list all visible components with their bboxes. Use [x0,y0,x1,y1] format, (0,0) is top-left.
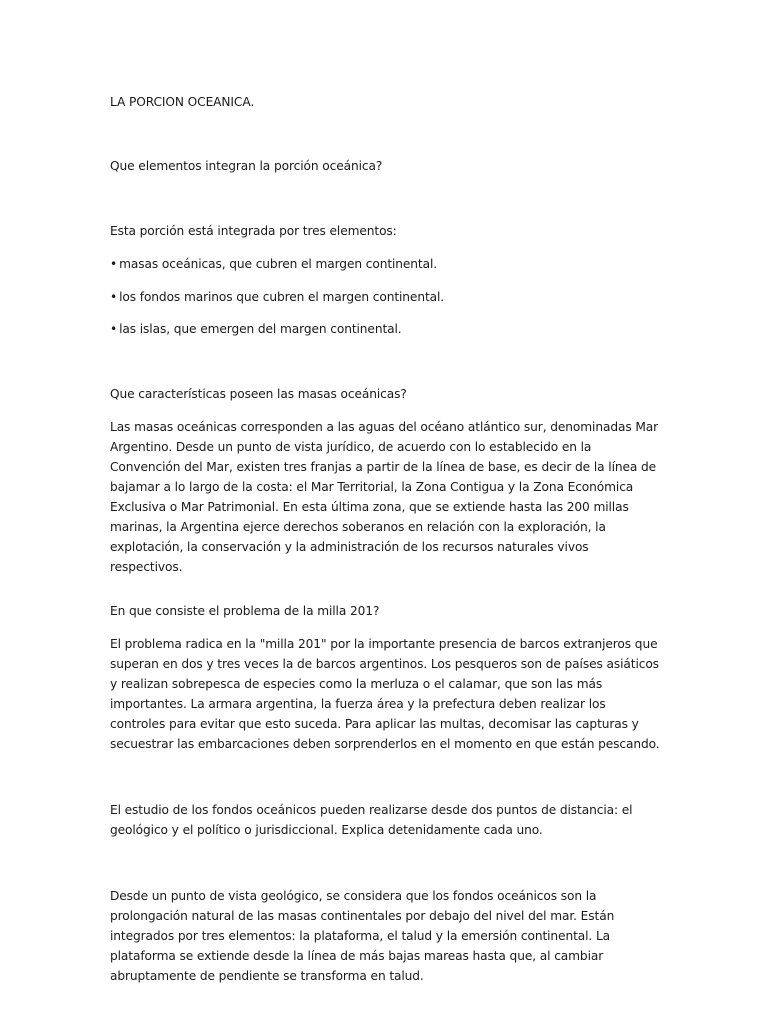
question-4: El estudio de los fondos oceánicos pueden realizarse desde dos puntos de distancia: el geológico y el político o jurisdiccional. Explica detenidamente cada uno. [110,803,633,837]
answer-3: El problema radica en la "milla 201" por la importante presencia de barcos extranjeros que superan en dos y tres veces la de barcos argentinos. Los pesqueros son de países asiáticos y realizan sobrepesca de especies como la merluza o el calamar, que son las más importantes. La armara argentina, la fuerza área y la prefectura deben realizar los controles para evitar que esto suceda. Para aplicar las multas, decomisar las capturas y secuestrar las embarcaciones deben sorprenderlos en el momento en que están pescando. [110,637,660,751]
bullet-item: • masas oceánicas, que cubren el margen continental. [110,254,662,274]
answer-1-intro: Esta porción está integrada por tres elementos: [110,224,397,238]
answer-2: Las masas oceánicas corresponden a las aguas del océano atlántico sur, denominadas Mar Argentino. Desde un punto de vista jurídico, de acuerdo con lo establecido en la Convención del Mar, existen tres franjas a partir de la línea de base, es decir de la línea de bajamar a lo largo de la costa: el Mar Territorial, la Zona Contigua y la Zona Económica Exclusiva o Mar Patrimonial. En esta última zona, que se extiende hasta las 200 millas marinas, la Argentina ejerce derechos soberanos en relación con la exploración, la explotación, la conservación y la administración de los recursos naturales vivos respectivos. [110,420,659,574]
document-title: LA PORCION OCEANICA. [110,95,255,109]
question-1: Que elementos integran la porción oceánica? [110,159,383,173]
question-3: En que consiste el problema de la milla 201? [110,604,380,618]
question-2: Que características poseen las masas oceánicas? [110,387,407,401]
bullet-item: • los fondos marinos que cubren el margen continental. [110,287,662,307]
answer-4: Desde un punto de vista geológico, se considera que los fondos oceánicos son la prolongación natural de las masas continentales por debajo del nivel del mar. Están integrados por tres elementos: la plataforma, el talud y la emersión continental. La plataforma se extiende desde la línea de más bajas mareas hasta que, al cambiar abruptamente de pendiente se transforma en talud. [110,889,615,983]
bullet-item: • las islas, que emergen del margen continental. [110,319,662,339]
